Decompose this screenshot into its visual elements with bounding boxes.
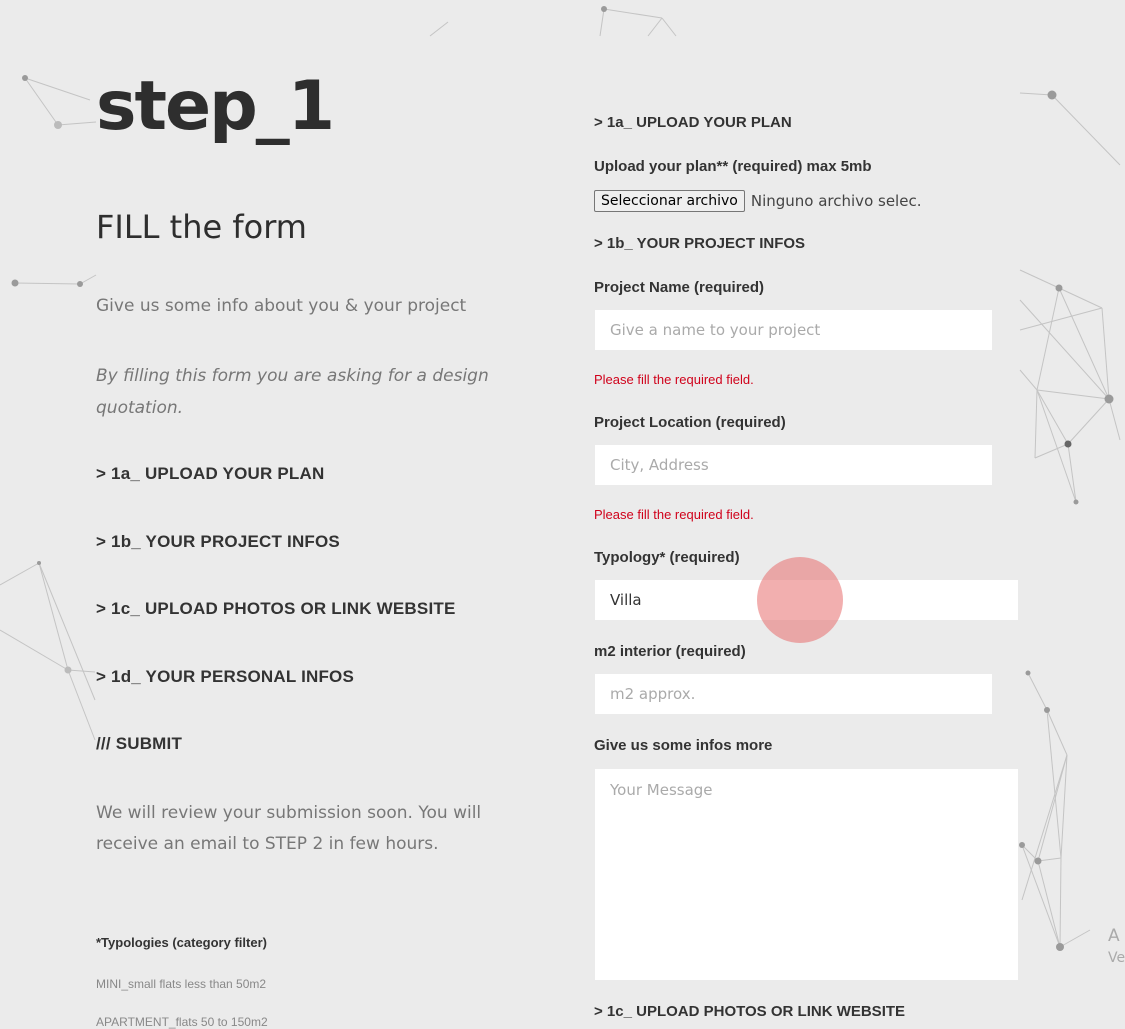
project-location-error: Please fill the required field. — [594, 507, 754, 522]
project-name-input[interactable] — [595, 310, 992, 350]
typology-item: APARTMENT_flats 50 to 150m2 — [96, 1015, 268, 1029]
intro-italic-text: By filling this form you are asking for a design quotation. — [96, 366, 489, 418]
step-link-submit[interactable]: /// SUBMIT — [96, 734, 183, 753]
step-link-1c[interactable]: > 1c_ UPLOAD PHOTOS OR LINK WEBSITE — [96, 599, 456, 618]
cursor-indicator — [757, 557, 843, 643]
edge-text-a: A — [1108, 926, 1120, 946]
m2-interior-input[interactable] — [595, 674, 992, 714]
file-upload — [594, 190, 921, 212]
intro-text: Give us some info about you & your project — [96, 296, 467, 316]
typology-item: MINI_small flats less than 50m2 — [96, 977, 267, 991]
project-name-error: Please fill the required field. — [594, 372, 754, 387]
m2-interior-label: m2 interior (required) — [594, 643, 746, 660]
section-1a-heading: > 1a_ UPLOAD YOUR PLAN — [594, 114, 792, 131]
step-link-1a[interactable]: > 1a_ UPLOAD YOUR PLAN — [96, 464, 325, 483]
message-textarea[interactable] — [595, 769, 1018, 980]
typology-selected-value: Villa — [610, 591, 642, 609]
file-status: Ninguno archivo selec. — [750, 192, 922, 210]
edge-text-b: Ve — [1108, 950, 1125, 966]
project-location-label: Project Location (required) — [594, 414, 786, 431]
typology-label: Typology* (required) — [594, 549, 740, 566]
upload-label: Upload your plan** (required) max 5mb — [594, 158, 872, 175]
project-location-input[interactable] — [595, 445, 992, 485]
section-1c-heading: > 1c_ UPLOAD PHOTOS OR LINK WEBSITE — [594, 1003, 906, 1020]
more-info-label: Give us some infos more — [594, 737, 773, 754]
review-note: We will review your submission soon. You will receive an email to STEP 2 in few hours. — [96, 803, 482, 854]
project-name-label: Project Name (required) — [594, 279, 765, 296]
page-subtitle: FILL the form — [96, 208, 307, 246]
step-link-1d[interactable]: > 1d_ YOUR PERSONAL INFOS — [96, 667, 355, 686]
section-1b-heading: > 1b_ YOUR PROJECT INFOS — [594, 235, 806, 252]
typologies-heading: *Typologies (category filter) — [96, 935, 267, 950]
step-link-1b[interactable]: > 1b_ YOUR PROJECT INFOS — [96, 532, 340, 551]
page-title: step_1 — [96, 67, 334, 146]
choose-file-button[interactable]: Seleccionar archivo — [594, 190, 745, 212]
